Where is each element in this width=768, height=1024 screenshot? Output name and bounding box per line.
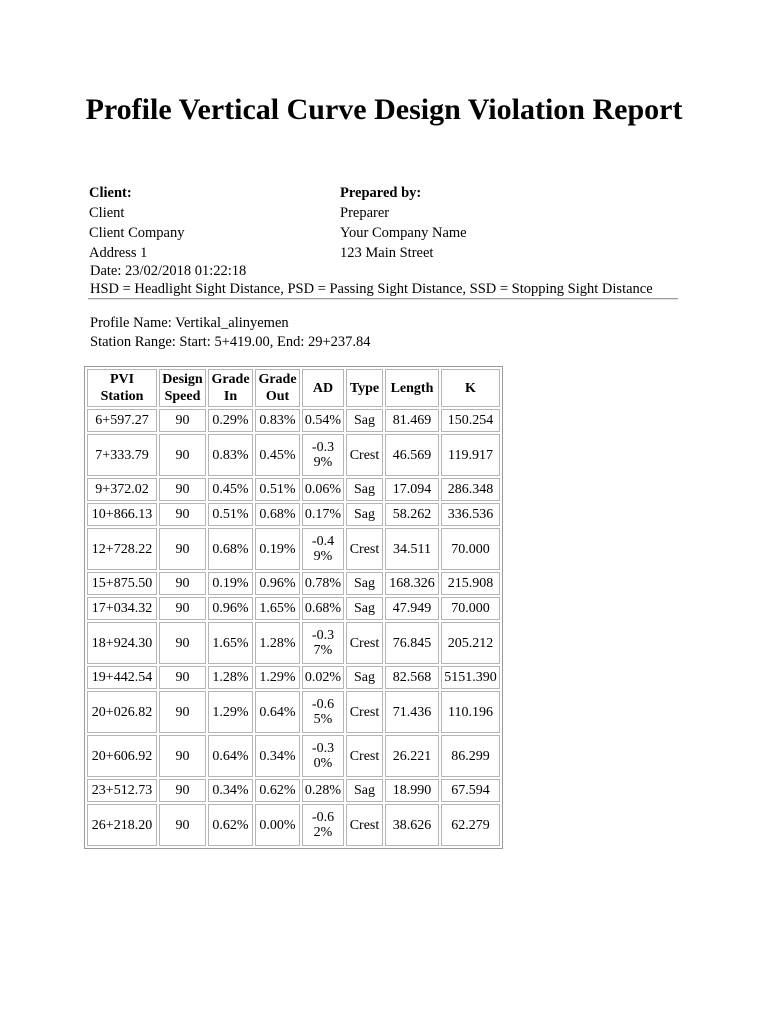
cell-grade-in: 0.19% (208, 572, 253, 595)
cell-ad: 0.78% (302, 572, 344, 595)
cell-length: 82.568 (385, 666, 439, 689)
cell-type: Sag (346, 409, 383, 432)
cell-grade-out: 0.64% (255, 691, 300, 733)
cell-grade-in: 0.96% (208, 597, 253, 620)
report-date: Date: 23/02/2018 01:22:18 (90, 263, 247, 279)
table-row (87, 735, 500, 777)
cell-pvi-station: 19+442.54 (87, 666, 157, 689)
table-row (87, 503, 500, 526)
cell-grade-in: 0.62% (208, 804, 253, 846)
table-row (87, 478, 500, 501)
header-k: K (441, 369, 500, 407)
cell-k: 110.196 (441, 691, 500, 733)
cell-ad (302, 735, 344, 777)
table-row (87, 622, 500, 664)
table-row (87, 666, 500, 689)
cell-grade-in: 0.45% (208, 478, 253, 501)
cell-grade-out: 0.68% (255, 503, 300, 526)
cell-design-speed: 90 (159, 572, 206, 595)
cell-type: Crest (346, 804, 383, 846)
cell-ad (302, 691, 344, 733)
cell-type: Sag (346, 779, 383, 802)
cell-design-speed: 90 (159, 622, 206, 664)
cell-design-speed: 90 (159, 597, 206, 620)
cell-k: 150.254 (441, 409, 500, 432)
cell-length: 47.949 (385, 597, 439, 620)
cell-type: Sag (346, 503, 383, 526)
cell-grade-in: 0.51% (208, 503, 253, 526)
cell-grade-in: 0.83% (208, 434, 253, 476)
header-pvi-station-line1: PVI (109, 372, 135, 387)
client-heading: Client: (89, 185, 132, 201)
cell-grade-out: 0.83% (255, 409, 300, 432)
cell-type: Sag (346, 597, 383, 620)
table-row (87, 779, 500, 802)
cell-ad (302, 804, 344, 846)
cell-grade-out: 1.65% (255, 597, 300, 620)
header-grade-out-line2: Out (265, 389, 290, 404)
cell-pvi-station: 17+034.32 (87, 597, 157, 620)
cell-length: 38.626 (385, 804, 439, 846)
cell-ad-value: -0.65% (311, 696, 335, 727)
cell-k: 286.348 (441, 478, 500, 501)
table-body (87, 409, 500, 846)
cell-design-speed: 90 (159, 478, 206, 501)
preparer-name: Preparer (340, 205, 390, 221)
cell-ad: 0.28% (302, 779, 344, 802)
cell-design-speed: 90 (159, 691, 206, 733)
cell-type: Crest (346, 434, 383, 476)
cell-grade-in: 0.29% (208, 409, 253, 432)
cell-length: 168.326 (385, 572, 439, 595)
cell-length: 76.845 (385, 622, 439, 664)
station-range: Station Range: Start: 5+419.00, End: 29+237.84 (90, 334, 371, 350)
cell-pvi-station: 6+597.27 (87, 409, 157, 432)
cell-type: Sag (346, 572, 383, 595)
cell-design-speed: 90 (159, 804, 206, 846)
header-design-speed-line2: Speed (164, 389, 201, 404)
cell-grade-out: 0.51% (255, 478, 300, 501)
cell-pvi-station: 9+372.02 (87, 478, 157, 501)
client-name: Client (89, 205, 125, 221)
cell-k: 215.908 (441, 572, 500, 595)
cell-length: 26.221 (385, 735, 439, 777)
cell-design-speed: 90 (159, 779, 206, 802)
report-title: Profile Vertical Curve Design Violation Report (85, 93, 683, 126)
cell-pvi-station: 15+875.50 (87, 572, 157, 595)
cell-k: 67.594 (441, 779, 500, 802)
header-design-speed-line1: Design (162, 372, 203, 387)
cell-ad: 0.54% (302, 409, 344, 432)
header-grade-in (208, 369, 253, 407)
preparer-company: Your Company Name (340, 225, 467, 241)
cell-type: Sag (346, 666, 383, 689)
header-grade-out (255, 369, 300, 407)
sight-distance-legend: HSD = Headlight Sight Distance, PSD = Passing Sight Distance, SSD = Stopping Sight Distance (90, 281, 653, 297)
cell-type: Crest (346, 528, 383, 570)
header-ad: AD (302, 369, 344, 407)
table-row (87, 434, 500, 476)
cell-grade-out: 0.96% (255, 572, 300, 595)
cell-grade-out: 0.34% (255, 735, 300, 777)
cell-grade-out: 0.00% (255, 804, 300, 846)
cell-type: Crest (346, 735, 383, 777)
cell-ad-value: -0.30% (311, 740, 335, 771)
violation-table (84, 366, 503, 849)
cell-length: 17.094 (385, 478, 439, 501)
header-design-speed (159, 369, 206, 407)
preparer-address: 123 Main Street (340, 245, 434, 261)
cell-type: Sag (346, 478, 383, 501)
cell-ad-value: -0.62% (311, 809, 335, 840)
cell-ad-value: -0.39% (311, 439, 335, 470)
cell-design-speed: 90 (159, 735, 206, 777)
cell-grade-out: 1.28% (255, 622, 300, 664)
cell-k: 336.536 (441, 503, 500, 526)
cell-design-speed: 90 (159, 528, 206, 570)
preparer-block (340, 183, 467, 263)
cell-length: 18.990 (385, 779, 439, 802)
cell-k: 86.299 (441, 735, 500, 777)
cell-ad: 0.06% (302, 478, 344, 501)
cell-grade-in: 0.68% (208, 528, 253, 570)
table-row (87, 409, 500, 432)
cell-pvi-station: 10+866.13 (87, 503, 157, 526)
cell-design-speed: 90 (159, 409, 206, 432)
cell-pvi-station: 20+026.82 (87, 691, 157, 733)
cell-design-speed: 90 (159, 503, 206, 526)
cell-k: 119.917 (441, 434, 500, 476)
header-grade-in-line1: Grade (211, 372, 250, 387)
cell-grade-in: 1.29% (208, 691, 253, 733)
table-header-row (87, 369, 500, 407)
cell-grade-out: 1.29% (255, 666, 300, 689)
profile-name: Profile Name: Vertikal_alinyemen (90, 315, 289, 331)
cell-pvi-station: 26+218.20 (87, 804, 157, 846)
cell-ad (302, 434, 344, 476)
client-address: Address 1 (89, 245, 148, 261)
cell-type: Crest (346, 691, 383, 733)
cell-length: 46.569 (385, 434, 439, 476)
cell-ad: 0.17% (302, 503, 344, 526)
cell-k: 70.000 (441, 528, 500, 570)
cell-ad: 0.02% (302, 666, 344, 689)
cell-ad (302, 528, 344, 570)
cell-grade-in: 1.65% (208, 622, 253, 664)
header-pvi-station-line2: Station (100, 389, 144, 404)
table-row (87, 804, 500, 846)
header-grade-out-line1: Grade (258, 372, 297, 387)
table-row (87, 597, 500, 620)
cell-design-speed: 90 (159, 434, 206, 476)
cell-ad: 0.68% (302, 597, 344, 620)
cell-k: 70.000 (441, 597, 500, 620)
cell-pvi-station: 20+606.92 (87, 735, 157, 777)
cell-ad-value: -0.37% (311, 627, 335, 658)
cell-grade-out: 0.62% (255, 779, 300, 802)
preparer-heading: Prepared by: (340, 185, 422, 201)
header-grade-in-line2: In (223, 389, 238, 404)
table-row (87, 572, 500, 595)
cell-k: 205.212 (441, 622, 500, 664)
client-company: Client Company (89, 225, 185, 241)
cell-pvi-station: 18+924.30 (87, 622, 157, 664)
header-pvi-station (87, 369, 157, 407)
divider (88, 298, 678, 300)
cell-type: Crest (346, 622, 383, 664)
cell-k: 62.279 (441, 804, 500, 846)
table-row (87, 691, 500, 733)
cell-length: 81.469 (385, 409, 439, 432)
cell-length: 34.511 (385, 528, 439, 570)
header-length: Length (385, 369, 439, 407)
cell-grade-in: 0.64% (208, 735, 253, 777)
cell-ad-value: -0.49% (311, 533, 335, 564)
table-row (87, 528, 500, 570)
cell-grade-out: 0.45% (255, 434, 300, 476)
cell-pvi-station: 7+333.79 (87, 434, 157, 476)
cell-design-speed: 90 (159, 666, 206, 689)
cell-k: 5151.390 (441, 666, 500, 689)
cell-ad (302, 622, 344, 664)
cell-pvi-station: 23+512.73 (87, 779, 157, 802)
cell-grade-in: 0.34% (208, 779, 253, 802)
cell-pvi-station: 12+728.22 (87, 528, 157, 570)
cell-length: 71.436 (385, 691, 439, 733)
cell-length: 58.262 (385, 503, 439, 526)
header-type: Type (346, 369, 383, 407)
client-block (89, 183, 184, 263)
cell-grade-out: 0.19% (255, 528, 300, 570)
cell-grade-in: 1.28% (208, 666, 253, 689)
